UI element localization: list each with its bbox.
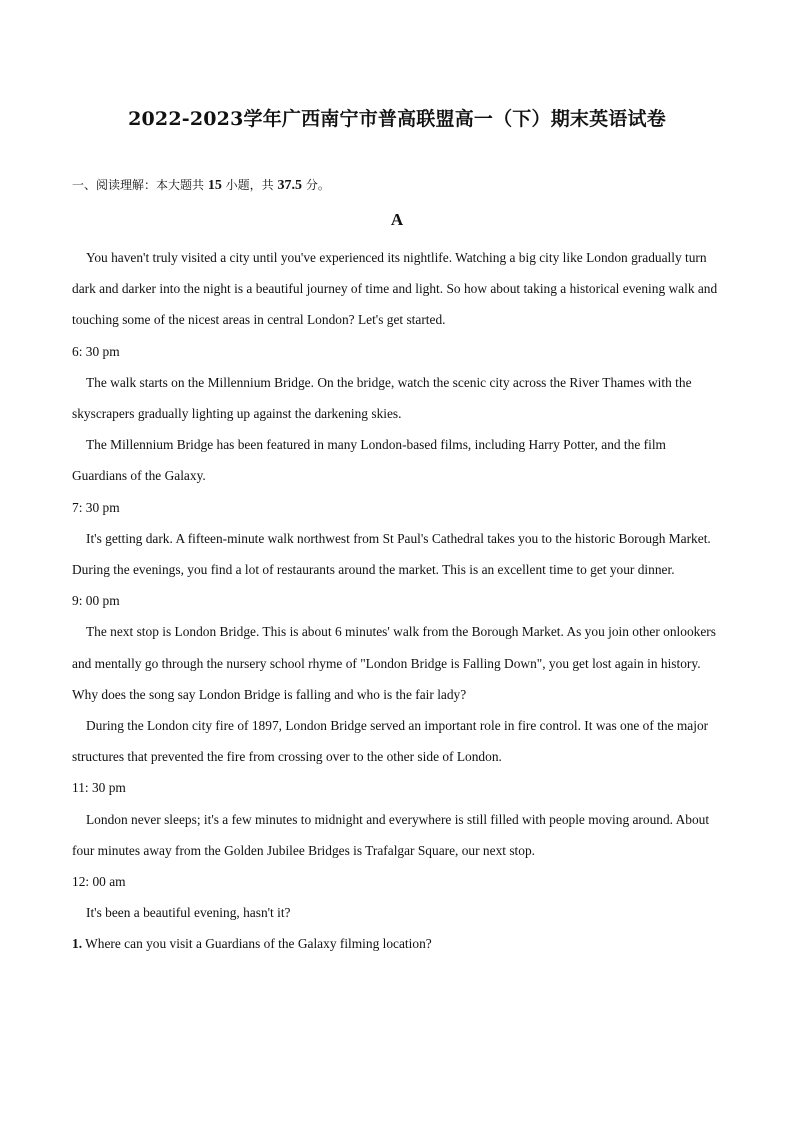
paragraph: The Millennium Bridge has been featured in many London-based films, including Harry Potter, and the film Guardians of the Galaxy. (72, 437, 666, 484)
section-heading-prefix: 一、阅读理解：本大题共 (72, 178, 205, 192)
time-marker: 7: 30 pm (72, 499, 120, 515)
question-number: 1. (72, 936, 83, 952)
time-marker: 9: 00 pm (72, 593, 120, 609)
paragraph: The next stop is London Bridge. This is about 6 minutes' walk from the Borough Market. As you join other onlookers and mentally go through the nursery school rhyme of "London Bridge is Falling Down", you get lost again in history. Why does the song say London Bridge is falling and who is the fair lady? (72, 624, 716, 702)
passage-label: A (390, 210, 404, 229)
question-text: Where can you visit a Guardians of the Galaxy filming location? (85, 936, 432, 952)
exam-title: 2022-2023学年广西南宁市普高联盟高一（下）期末英语试卷 (128, 108, 666, 130)
paragraph: It's getting dark. A fifteen-minute walk northwest from St Paul's Cathedral takes you to the historic Borough Market. During the evenings, you find a lot of restaurants around the market. This is an excellent time to get your dinner. (72, 530, 711, 578)
time-marker: 12: 00 am (72, 874, 126, 890)
question-count: 15 (207, 178, 222, 193)
section-heading-suffix: 分。 (305, 178, 330, 192)
question-1 (72, 928, 722, 959)
time-marker: 6: 30 pm (72, 343, 120, 359)
time-marker: 11: 30 pm (72, 780, 126, 796)
total-score: 37.5 (277, 178, 303, 193)
section-heading-mid: 小题，共 (225, 178, 274, 192)
paragraph-intro: You haven't truly visited a city until you've experienced its nightlife. Watching a big city like London gradually turn dark and darker into the night is a beautiful journey of time and light. So how about taking a historical evening walk and touching some of the nicest areas in central London? Let's get started. (72, 250, 718, 328)
paragraph: The walk starts on the Millennium Bridge. On the bridge, watch the scenic city across the River Thames with the skyscrapers gradually lighting up against the darkening skies. (72, 374, 692, 422)
paragraph: London never sleeps; it's a few minutes to midnight and everywhere is still filled with people moving around. About four minutes away from the Golden Jubilee Bridges is Trafalgar Square, our next stop. (72, 811, 710, 858)
passage-body (72, 242, 722, 960)
paragraph: During the London city fire of 1897, London Bridge served an important role in fire control. It was one of the major structures that prevented the fire from crossing over to the other side of London. (72, 718, 709, 765)
section-heading (72, 176, 330, 194)
paragraph-closing: It's been a beautiful evening, hasn't it? (86, 905, 291, 921)
